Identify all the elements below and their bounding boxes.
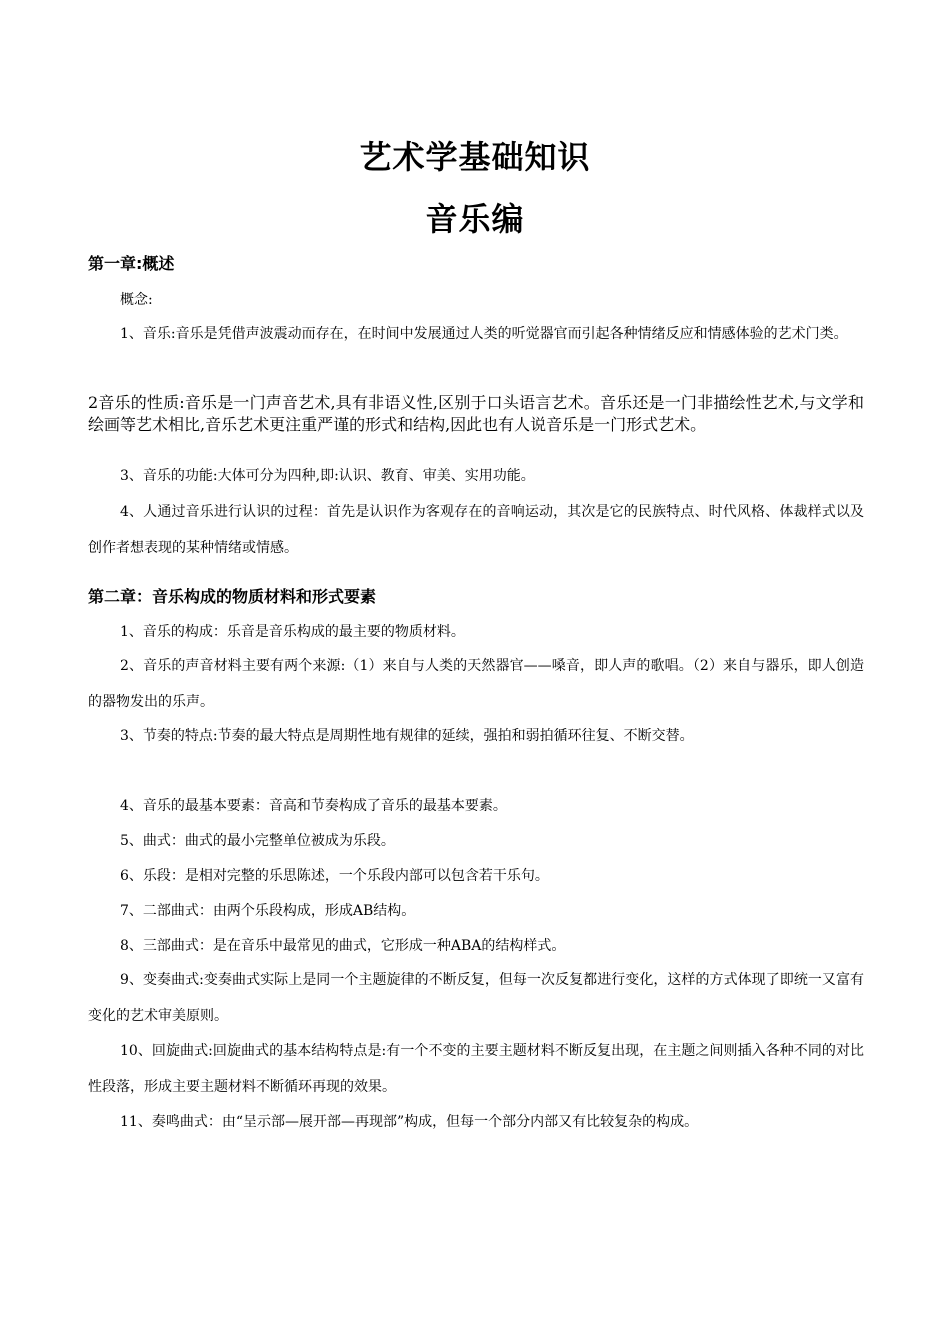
- document-subtitle: 音乐编: [425, 200, 525, 238]
- chapter-2-item-7: 7、二部曲式：由两个乐段构成，形成AB结构。: [120, 903, 416, 919]
- chapter-2-item-8: 8、三部曲式：是在音乐中最常见的曲式，它形成一种ABA的结构样式。: [120, 938, 566, 954]
- chapter-2-item-4: 4、音乐的最基本要素：音高和节奏构成了音乐的最基本要素。: [120, 798, 507, 814]
- chapter-1-heading: 第一章:概述: [88, 254, 175, 273]
- chapter-2-item-6: 6、乐段：是相对完整的乐思陈述，一个乐段内部可以包含若干乐句。: [120, 868, 549, 884]
- chapter-2-item-10: 10、回旋曲式:回旋曲式的基本结构特点是:有一个不变的主要主题材料不断反复出现，在主题之间则插入各种不同的对比性段落，形成主要主题材料不断循环再现的效果。: [88, 1043, 864, 1095]
- chapter-2-item-2: 2、音乐的声音材料主要有两个来源:（1）来自与人类的天然器官——嗓音，即人声的歌唱。（2）来自与器乐，即人创造的器物发出的乐声。: [88, 658, 864, 710]
- chapter-2-item-11: 11、奏鸣曲式：由“呈示部—展开部—再现部”构成，但每一个部分内部又有比较复杂的构成。: [120, 1114, 699, 1130]
- chapter-2-item-1: 1、音乐的构成：乐音是音乐构成的最主要的物质材料。: [120, 624, 465, 640]
- chapter-1-item-2: 2音乐的性质:音乐是一门声音艺术,具有非语义性,区别于口头语言艺术。音乐还是一门非描绘性艺术,与文学和绘画等艺术相比,音乐艺术更注重严谨的形式和结构,因此也有人说音乐是一门形式艺术。: [88, 393, 864, 434]
- chapter-1-item-3: 3、音乐的功能:大体可分为四种,即:认识、教育、审美、实用功能。: [120, 468, 535, 484]
- document-title: 艺术学基础知识: [359, 138, 591, 176]
- chapter-1-item-1: 1、音乐:音乐是凭借声波震动而存在，在时间中发展通过人类的听觉器官而引起各种情绪反应和情感体验的艺术门类。: [120, 326, 848, 342]
- concept-label: 概念:: [120, 292, 153, 308]
- chapter-2-item-9: 9、变奏曲式:变奏曲式实际上是同一个主题旋律的不断反复，但每一次反复都进行变化，这样的方式体现了即统一又富有变化的艺术审美原则。: [88, 972, 864, 1024]
- chapter-2-item-5: 5、曲式：曲式的最小完整单位被成为乐段。: [120, 833, 395, 849]
- chapter-2-item-3: 3、节奏的特点:节奏的最大特点是周期性地有规律的延续，强拍和弱拍循环往复、不断交替。: [120, 728, 694, 744]
- chapter-2-heading: 第二章：音乐构成的物质材料和形式要素: [88, 587, 377, 606]
- chapter-1-item-4: 4、人通过音乐进行认识的过程：首先是认识作为客观存在的音响运动，其次是它的民族特点、时代风格、体裁样式以及创作者想表现的某种情绪或情感。: [88, 504, 864, 556]
